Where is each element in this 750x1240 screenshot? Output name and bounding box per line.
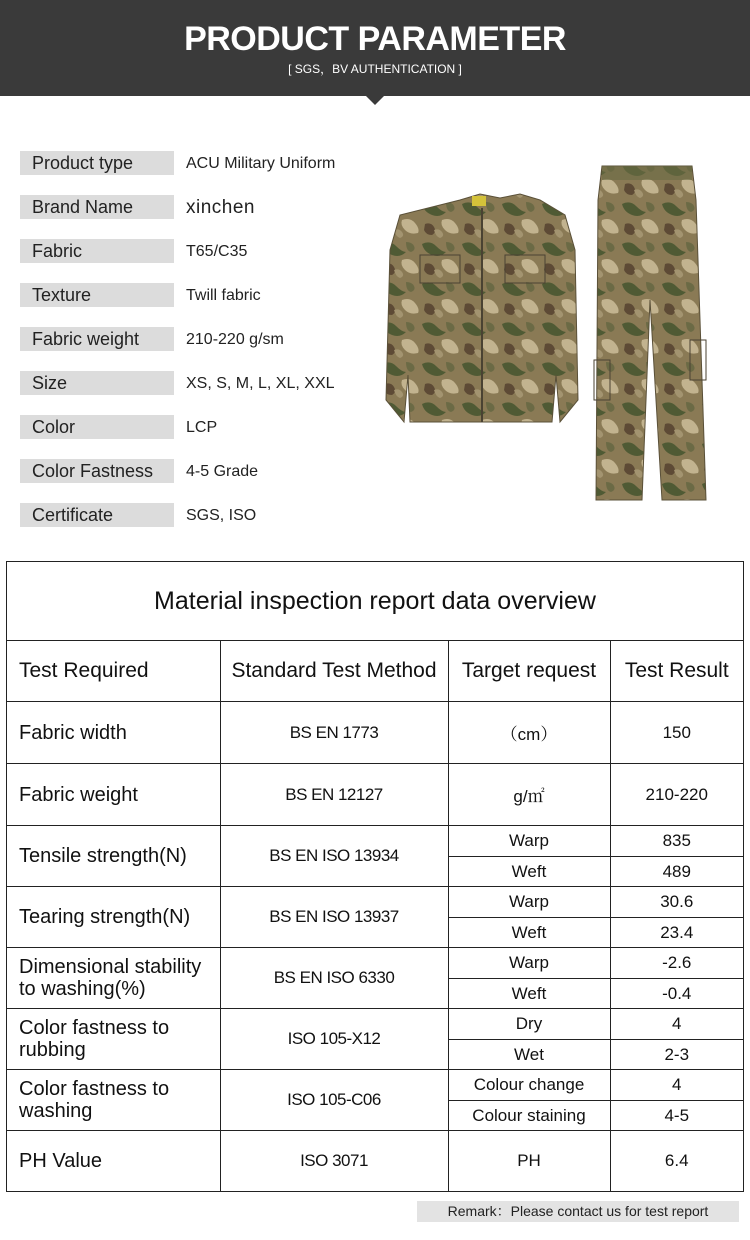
param-value: ACU Military Uniform	[186, 155, 336, 172]
target-request: Wet	[448, 1040, 610, 1070]
table-row	[7, 826, 743, 857]
param-row	[20, 151, 390, 195]
inspection-report	[6, 561, 744, 1192]
table-row	[7, 702, 743, 764]
param-value: Twill fabric	[186, 287, 261, 304]
test-method: BS EN 12127	[220, 764, 448, 826]
target-request: Warp	[448, 826, 610, 857]
param-label: Fabric weight	[20, 327, 174, 351]
column-header: Test Result	[610, 640, 743, 702]
test-result: 4-5	[610, 1101, 743, 1131]
test-result: 489	[610, 857, 743, 887]
test-result: -2.6	[610, 948, 743, 979]
test-item: PH Value	[7, 1131, 220, 1191]
param-label: Size	[20, 371, 174, 395]
test-method: BS EN 1773	[220, 702, 448, 764]
test-item: Fabric width	[7, 702, 220, 764]
trousers-illustration	[594, 166, 706, 500]
target-request: PH	[448, 1131, 610, 1191]
test-result: 4	[610, 1070, 743, 1101]
param-value: 4-5 Grade	[186, 463, 259, 480]
test-result: -0.4	[610, 979, 743, 1009]
jacket-illustration	[386, 194, 578, 422]
test-result: 6.4	[610, 1131, 743, 1191]
param-row	[20, 327, 390, 371]
test-method: BS EN ISO 13934	[220, 826, 448, 887]
page-header	[0, 0, 750, 96]
param-label: Certificate	[20, 503, 174, 527]
test-item: Tensile strength(N)	[7, 826, 220, 887]
param-value: T65/C35	[186, 243, 248, 260]
test-method: ISO 105-X12	[220, 1009, 448, 1070]
param-row	[20, 459, 390, 503]
header-notch	[366, 96, 384, 105]
param-row	[20, 239, 390, 283]
test-item: Tearing strength(N)	[7, 887, 220, 948]
test-result: 210-220	[610, 764, 743, 826]
table-row	[7, 948, 743, 979]
table-row	[7, 887, 743, 918]
target-request: Dry	[448, 1009, 610, 1040]
target-request: Warp	[448, 948, 610, 979]
param-value: SGS, ISO	[186, 507, 257, 524]
test-item: Fabric weight	[7, 764, 220, 826]
test-item: Color fastness to rubbing	[7, 1009, 220, 1070]
test-result: 23.4	[610, 918, 743, 948]
uniform-product-image	[380, 160, 720, 510]
test-item: Color fastness to washing	[7, 1070, 220, 1131]
report-title: Material inspection report data overview	[7, 562, 743, 641]
page-title: PRODUCT PARAMETER	[184, 20, 566, 58]
param-label: Color Fastness	[20, 459, 174, 483]
param-value: LCP	[186, 419, 218, 436]
param-label: Brand Name	[20, 195, 174, 219]
column-header: Standard Test Method	[220, 640, 448, 702]
target-request: Weft	[448, 918, 610, 948]
table-row	[7, 1009, 743, 1040]
param-row	[20, 283, 390, 327]
test-result: 150	[610, 702, 743, 764]
column-header: Test Required	[7, 640, 220, 702]
table-row	[7, 764, 743, 826]
param-row	[20, 415, 390, 459]
target-request: Weft	[448, 857, 610, 887]
test-result: 2-3	[610, 1040, 743, 1070]
param-value: xinchen	[186, 197, 255, 218]
test-method: ISO 3071	[220, 1131, 448, 1191]
table-header-row	[7, 640, 743, 702]
authentication-subtitle: [ SGS，BV AUTHENTICATION ]	[288, 62, 462, 76]
param-value: 210-220 g/sm	[186, 331, 284, 348]
target-request: Colour staining	[448, 1101, 610, 1131]
parameter-list	[20, 151, 390, 547]
test-method: BS EN ISO 6330	[220, 948, 448, 1009]
target-request: Colour change	[448, 1070, 610, 1101]
table-row	[7, 1070, 743, 1101]
param-label: Product type	[20, 151, 174, 175]
column-header: Target request	[448, 640, 610, 702]
param-label: Texture	[20, 283, 174, 307]
param-row	[20, 503, 390, 547]
test-method: ISO 105-C06	[220, 1070, 448, 1131]
remark-note: Remark：Please contact us for test report	[417, 1201, 739, 1222]
target-request: g/㎡	[448, 764, 610, 826]
target-request: Weft	[448, 979, 610, 1009]
target-request: （cm）	[448, 702, 610, 764]
param-label: Fabric	[20, 239, 174, 263]
target-request: Warp	[448, 887, 610, 918]
test-result: 835	[610, 826, 743, 857]
param-label: Color	[20, 415, 174, 439]
param-row	[20, 195, 390, 239]
param-value: XS, S, M, L, XL, XXL	[186, 375, 335, 392]
test-method: BS EN ISO 13937	[220, 887, 448, 948]
table-row	[7, 1131, 743, 1191]
param-row	[20, 371, 390, 415]
test-item: Dimensional stability to washing(%)	[7, 948, 220, 1009]
test-result: 4	[610, 1009, 743, 1040]
test-result: 30.6	[610, 887, 743, 918]
inspection-table	[7, 640, 743, 1191]
